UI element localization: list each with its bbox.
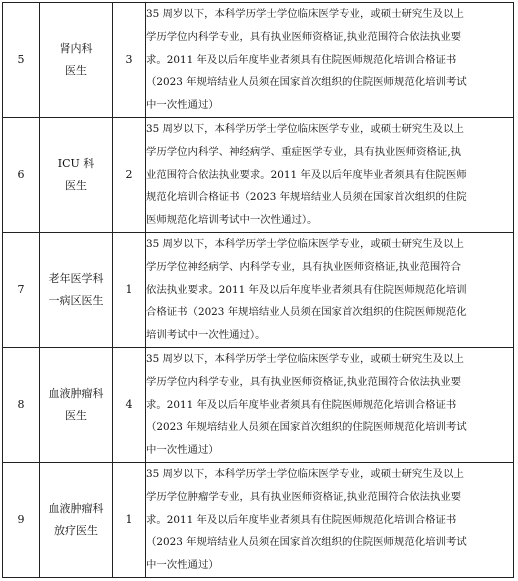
position-name: 肾内科 [59,41,93,55]
position-role: 一病区医生 [48,293,104,307]
requirement-line: 学历学位内科学专业，具有执业医师资格证,执业范围符合依法执业要 [146,30,462,43]
requirement-line: 35 周岁以下，本科学历学士学位临床医学专业，或硕士研究生及以上 [146,352,464,365]
recruitment-table-body [3,3,514,578]
hiring-count: 4 [113,347,146,462]
position-cell [40,117,113,232]
row-number: 7 [3,232,40,347]
requirement-line: 求。2011 年及以后年度毕业者须具有住院医师规范化培训合格证书 [146,53,457,66]
requirement-line: 规范化培训合格证书（2023 年规培结业人员须在国家首次组织的住院 [146,191,467,204]
table-row [3,3,514,118]
table-row [3,232,514,347]
requirement-line: 培训考试中一次性通过）。 [146,329,266,342]
recruitment-table [2,2,514,578]
requirement-line: 35 周岁以下，本科学历学士学位临床医学专业，或硕士研究生及以上 [146,467,464,480]
position-role: 医生 [65,408,87,422]
hiring-count: 3 [113,3,146,118]
hiring-count: 2 [113,117,146,232]
requirement-line: 中一次性通过） [146,559,219,572]
requirement-line: （2023 年规培结业人员须在国家首次组织的住院医师规范化培训考试 [146,76,467,89]
requirement-line: 学历学位神经病学、内科学专业，具有执业医师资格证,执业范围符合 [146,260,462,273]
position-name: 血液肿瘤科 [48,386,104,400]
requirement-line: 医师规范化培训考试中一次性通过）。 [146,214,318,227]
position-name: 老年医学科 [48,271,104,285]
table-row [3,462,514,577]
requirement-line: 合格证书（2023 年规培结业人员须在国家首次组织的住院医师规范化 [146,306,467,319]
requirement-line: （2023 年规培结业人员须在国家首次组织的住院医师规范化培训考试 [146,421,467,434]
requirement-line: 学历学位肿瘤学专业，具有执业医师资格证,执业范围符合依法执业要 [146,490,462,503]
requirement-cell [146,462,514,577]
requirement-line: 中一次性通过） [146,99,219,112]
row-number: 8 [3,347,40,462]
requirement-line: 求。2011 年及以后年度毕业者须具有住院医师规范化培训合格证书 [146,513,457,526]
position-name: ICU 科 [57,156,95,170]
requirement-line: 依法执业要求。2011 年及以后年度毕业者须具有住院医师规范化培训 [146,283,467,296]
requirement-cell [146,347,514,462]
position-cell [40,232,113,347]
position-cell [40,462,113,577]
position-role: 医生 [65,178,87,192]
requirement-line: 业范围符合依法执业要求。2011 年及以后年度毕业者须具有住院医师 [146,168,467,181]
position-role: 医生 [65,63,87,77]
requirement-cell [146,3,514,118]
row-number: 9 [3,462,40,577]
requirement-line: 中一次性通过） [146,444,219,457]
requirement-line: （2023 年规培结业人员须在国家首次组织的住院医师规范化培训考试 [146,536,467,549]
row-number: 6 [3,117,40,232]
requirement-cell [146,117,514,232]
position-cell [40,347,113,462]
requirement-line: 求。2011 年及以后年度毕业者须具有住院医师规范化培训合格证书 [146,398,457,411]
row-number: 5 [3,3,40,118]
position-role: 放疗医生 [54,523,98,537]
hiring-count: 1 [113,232,146,347]
table-row [3,117,514,232]
requirement-line: 35 周岁以下，本科学历学士学位临床医学专业，或硕士研究生及以上 [146,237,464,250]
requirement-line: 学历学位内科学、神经病学、重症医学专业，具有执业医师资格证,执 [146,145,462,158]
hiring-count: 1 [113,462,146,577]
requirement-line: 35 周岁以下，本科学历学士学位临床医学专业，或硕士研究生及以上 [146,122,464,135]
table-row [3,347,514,462]
requirement-line: 学历学位内科学专业，具有执业医师资格证,执业范围符合依法执业要 [146,375,462,388]
position-cell [40,3,113,118]
requirement-line: 35 周岁以下，本科学历学士学位临床医学专业，或硕士研究生及以上 [146,8,464,20]
position-name: 血液肿瘤科 [48,501,104,515]
requirement-cell [146,232,514,347]
